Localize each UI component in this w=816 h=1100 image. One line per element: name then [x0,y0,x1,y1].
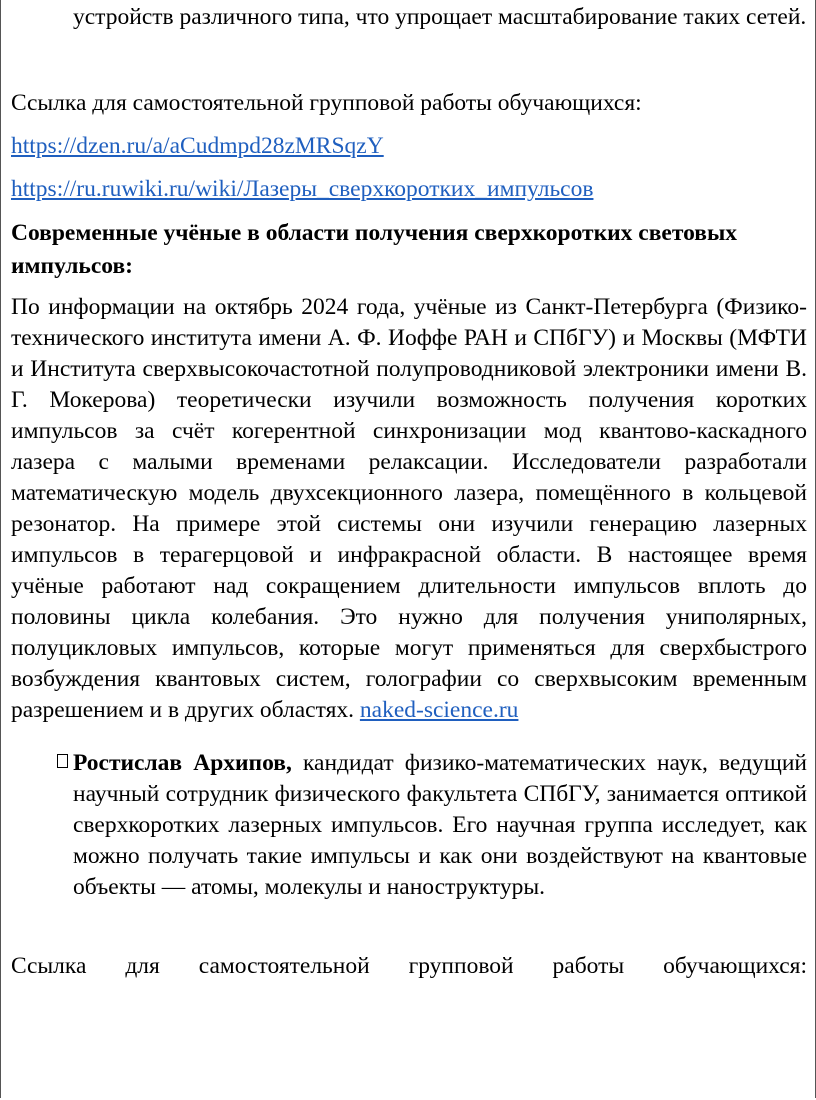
scientist-name: Ростислав Архипов, [73,750,292,776]
bullet-box-icon [57,754,68,768]
link-ruwiki[interactable]: https://ru.ruwiki.ru/wiki/Лазеры_сверхкоротких_импульсов [11,176,594,202]
research-paragraph [11,292,807,726]
link-dzen[interactable]: https://dzen.ru/a/aCudmpd28zMRSqzY [11,133,384,159]
list-continuation [73,0,807,34]
group-work-label: Ссылка для самостоятельной групповой работы обучающихся: [11,90,642,116]
link-line-ruwiki [11,174,807,205]
source-link[interactable]: naked-science.ru [359,697,519,723]
research-paragraph-text: По информации на октябрь 2024 года, учёные из Санкт-Петербурга (Физико-технического института имени А. Ф. Иоффе РАН и СПбГУ) и Москвы (МФТИ и Института сверхвысокочастотной полупроводниковой электроники имени В. Г. Мокерова) теоретически изучили возможность получения коротких импульсов за счёт когерентной синхронизации мод квантово-каскадного лазера с малыми временами релаксации. Исследователи разработали математическую модель двухсекционного лазера, помещённого в кольцевой резонатор. На примере этой системы они изучили генерацию лазерных импульсов в терагерцовой и инфракрасной области. В настоящее время учёные работают над сокращением длительности импульсов вплоть до половины цикла колебания. Это нужно для получения униполярных, полуцикловых импульсов, которые могут применяться для сверхбыстрого возбуждения квантовых систем, голографии со сверхвысоким временным разрешением и в других областях. [11,294,807,723]
list-continuation-text: устройств различного типа, что упрощает масштабирование таких сетей. [73,4,807,30]
group-work-label-2: Ссылка для самостоятельной групповой работы обучающихся: [11,953,807,979]
document-body [11,0,807,982]
scientist-description: кандидат физико-математических наук, ведущий научный сотрудник физического факультета СПбГУ, занимается оптикой сверхкоротких лазерных импульсов. Его научная группа исследует, как можно получать такие импульсы и как они воздействуют на квантовые объекты — атомы, молекулы и наноструктуры. [73,750,807,900]
scientist-list-item [73,748,807,903]
section-heading: Современные учёные в области получения сверхкоротких световых импульсов: [11,220,738,279]
link-line-dzen [11,131,807,162]
